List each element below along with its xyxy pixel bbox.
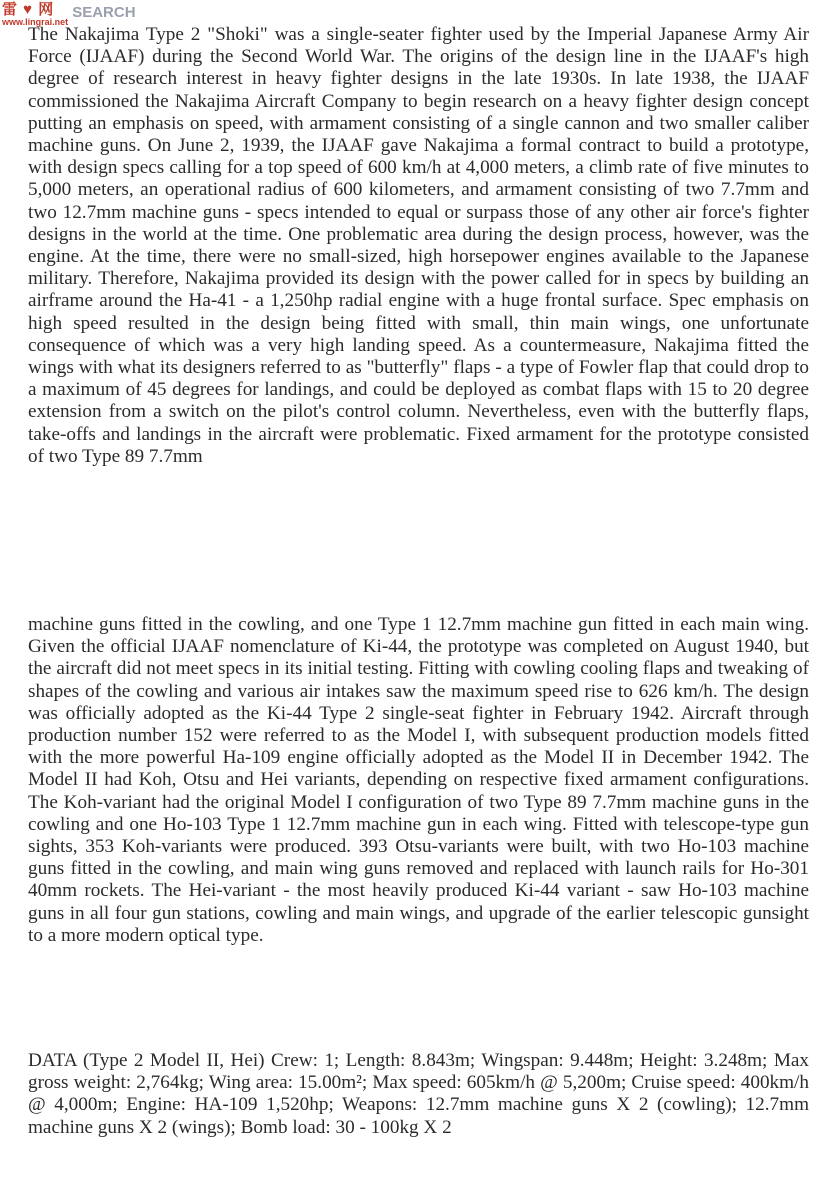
watermark-search-text: SEARCH xyxy=(72,4,136,21)
paragraph-history-intro: The Nakajima Type 2 "Shoki" was a single-seater fighter used by the Imperial Japanese Army Air Force (IJAAF) during the Second World War. The origins of the design line in the IJAAF's high degree of research interest in heavy fighter designs in the late 1930s. In late 1938, the IJAAF commissioned the Nakajima Aircraft Company to begin research on a heavy fighter design concept putting an emphasis on speed, with armament consisting of a single cannon and two smaller caliber machine guns. On June 2, 1939, the IJAAF gave Nakajima a formal contract to build a prototype, with design specs calling for a top speed of 600 km/h at 4,000 meters, a climb rate of five minutes to 5,000 meters, an operational radius of 600 kilometers, and armament consisting of two 7.7mm and two 12.7mm machine guns - specs intended to equal or surpass those of any other air force's fighter designs in the world at the time. One problematic area during the design process, however, was the engine. At the time, there were no small-sized, high horsepower engines available to the Japanese military. Therefore, Nakajima provided its design with the power called for in specs by building an airframe around the Ha-41 - a 1,250hp radial engine with a huge frontal surface. Spec emphasis on high speed resulted in the design being fitted with small, thin main wings, one unfortunate consequence of which was a very high landing speed. As a countermeasure, Nakajima fitted the wings with what its designers referred to as "butterfly" flaps - a type of Fowler flap that could drop to a maximum of 45 degrees for landings, and could be deployed as combat flaps with 15 to 20 degree extension from a switch on the pilot's control column. Nevertheless, even with the butterfly flaps, take-offs and landings in the aircraft were problematic. Fixed armament for the prototype consisted of two Type 89 7.7mm xyxy=(28,24,809,467)
watermark-logo-url: www.lingrai.net xyxy=(2,17,69,27)
paragraph-spec-data: DATA (Type 2 Model II, Hei) Crew: 1; Length: 8.843m; Wingspan: 9.448m; Height: 3.248m; Max gross weight: 2,764kg; Wing area: 15.00m²; Max speed: 605km/h @ 5,200m; Cruise speed: 400km/h @ 4,000m; Engine: HA-109 1,520hp; Weapons: 12.7mm machine guns X 2 (cowling); 12.7mm machine guns X 2 (wings); Bomb load: 30 - 100kg X 2 xyxy=(28,1050,809,1138)
paragraph-history-continued: machine guns fitted in the cowling, and one Type 1 12.7mm machine gun fitted in each main wing. Given the official IJAAF nomenclature of Ki-44, the prototype was completed on August 1940, but the aircraft did not meet specs in its initial testing. Fitting with cowling cooling flaps and tweaking of shapes of the cowling and various air intakes saw the maximum speed rise to 626 km/h. The design was officially adopted as the Ki-44 Type 2 single-seat fighter in February 1942. Aircraft through production number 152 were referred to as the Model I, with subsequent production models fitted with the more powerful Ha-109 engine officially adopted as the Model II in December 1942. The Model II had Koh, Otsu and Hei variants, depending on respective fixed armament configurations. The Koh-variant had the original Model I configuration of two Type 89 7.7mm machine guns in the cowling and one Ho-103 Type 1 12.7mm machine gun in each wing. Fitted with telescope-type gun sights, 353 Koh-variants were produced. 393 Otsu-variants were built, with two Ho-103 machine guns fitted in the cowling, and main wing guns removed and replaced with launch rails for Ho-301 40mm rockets. The Hei-variant - the most heavily produced Ki-44 variant - saw Ho-103 machine guns in all four gun stations, cowling and main wings, and upgrade of the earlier telescopic gunsight to a more modern optical type. xyxy=(28,614,809,946)
watermark-logo-chars: 雷 ♥ 网 xyxy=(2,1,55,18)
